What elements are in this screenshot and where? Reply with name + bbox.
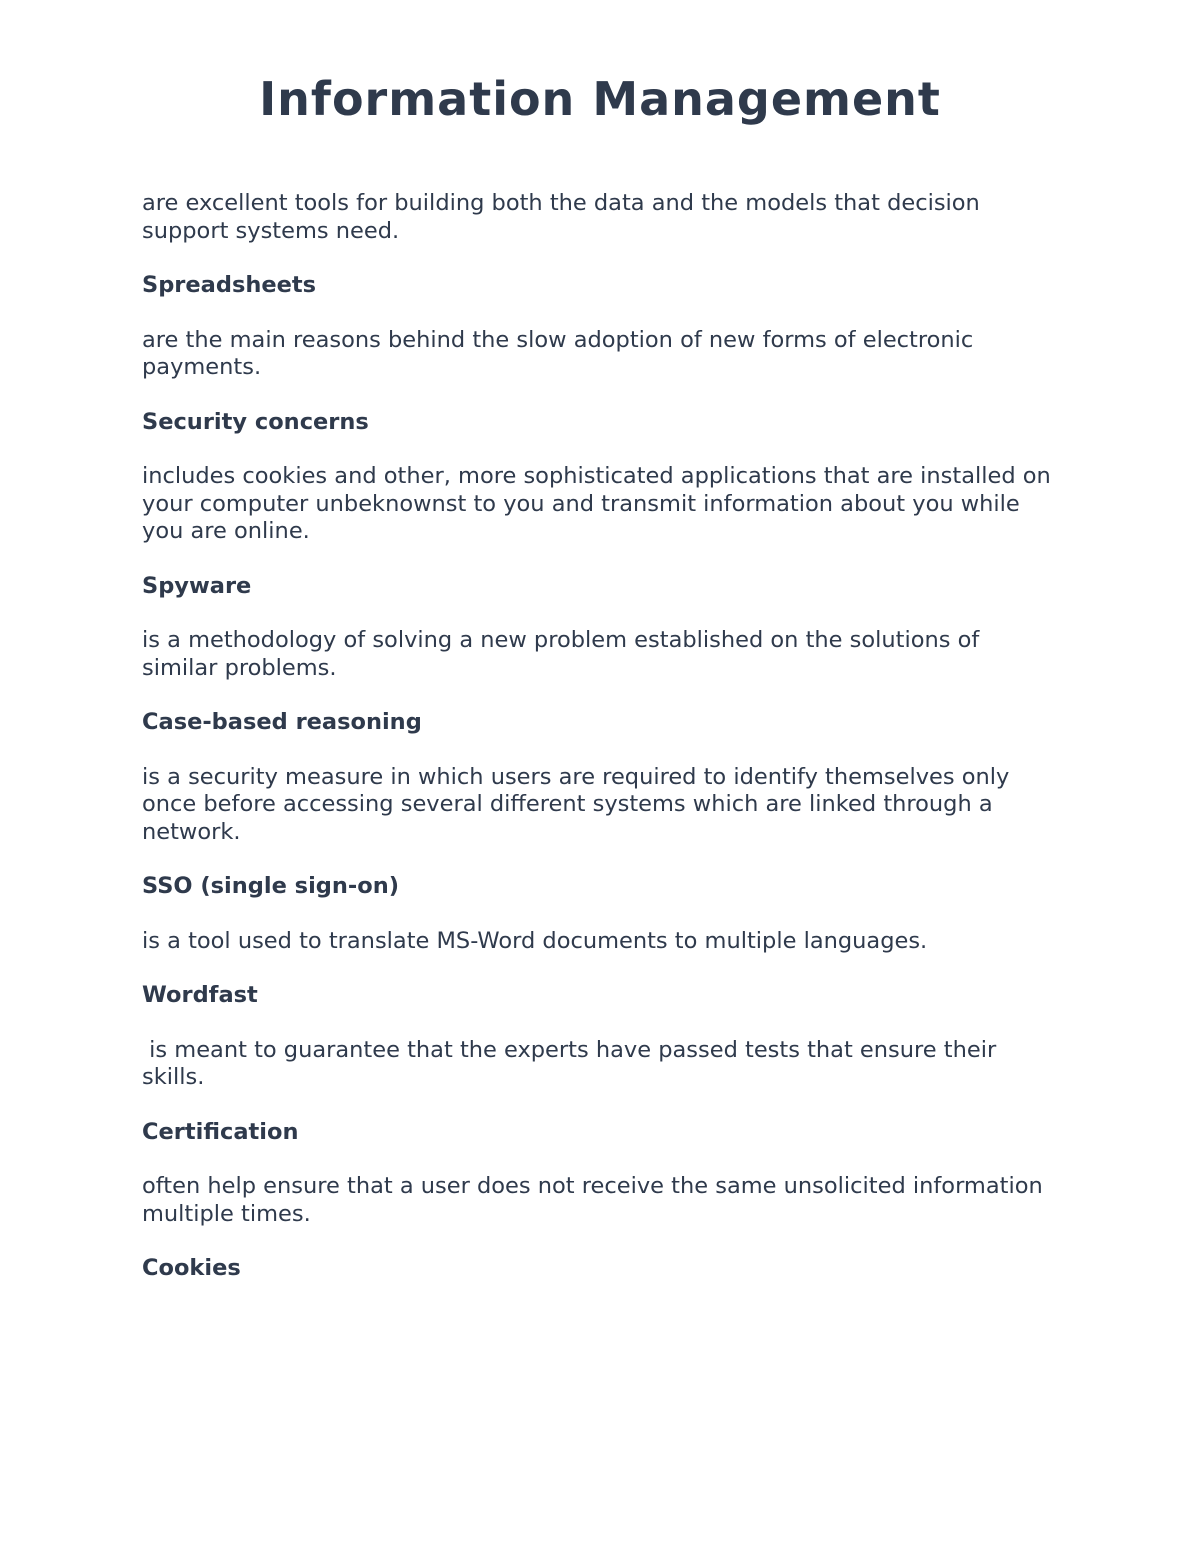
entry-term: Cookies [142,1255,241,1281]
entry-term: Case-based reasoning [142,709,422,735]
entry-term: Spreadsheets [142,272,317,298]
entry-definition: includes cookies and other, more sophisticated applications that are installed on your computer unbeknownst to you and transmit information about you while you are online. [142,463,1051,544]
entry-definition: are the main reasons behind the slow adoption of new forms of electronic payments. [142,326,974,380]
entry-definition: is a methodology of solving a new problem established on the solutions of similar problems. [142,627,980,681]
entry-term: Certification [142,1118,299,1145]
entry [142,327,1058,437]
entry-definition: is a tool used to translate MS-Word documents to multiple languages. [142,927,928,954]
entry-term: Wordfast [142,982,258,1008]
entry [142,463,1058,600]
entry [142,190,1058,300]
entry-list [142,190,1058,1283]
entry [142,928,1058,1010]
entry-term: SSO (single sign-on) [142,873,400,899]
entry-definition: is a security measure in which users are required to identify themselves only once before accessing several different systems which are linked through a network. [142,763,1010,845]
entry [142,1173,1058,1283]
entry-definition: is meant to guarantee that the experts have passed tests that ensure their skills. [142,1036,1004,1090]
entry-definition: often help ensure that a user does not receive the same unsolicited information multiple times. [142,1173,1043,1227]
entry-definition: are excellent tools for building both the data and the models that decision support systems need. [142,190,980,244]
entry [142,764,1058,901]
entry [142,627,1058,737]
entry-term: Security concerns [142,408,369,435]
document-title: Information Management [259,72,941,126]
entry-term: Spyware [142,572,252,599]
entry [142,1037,1058,1147]
